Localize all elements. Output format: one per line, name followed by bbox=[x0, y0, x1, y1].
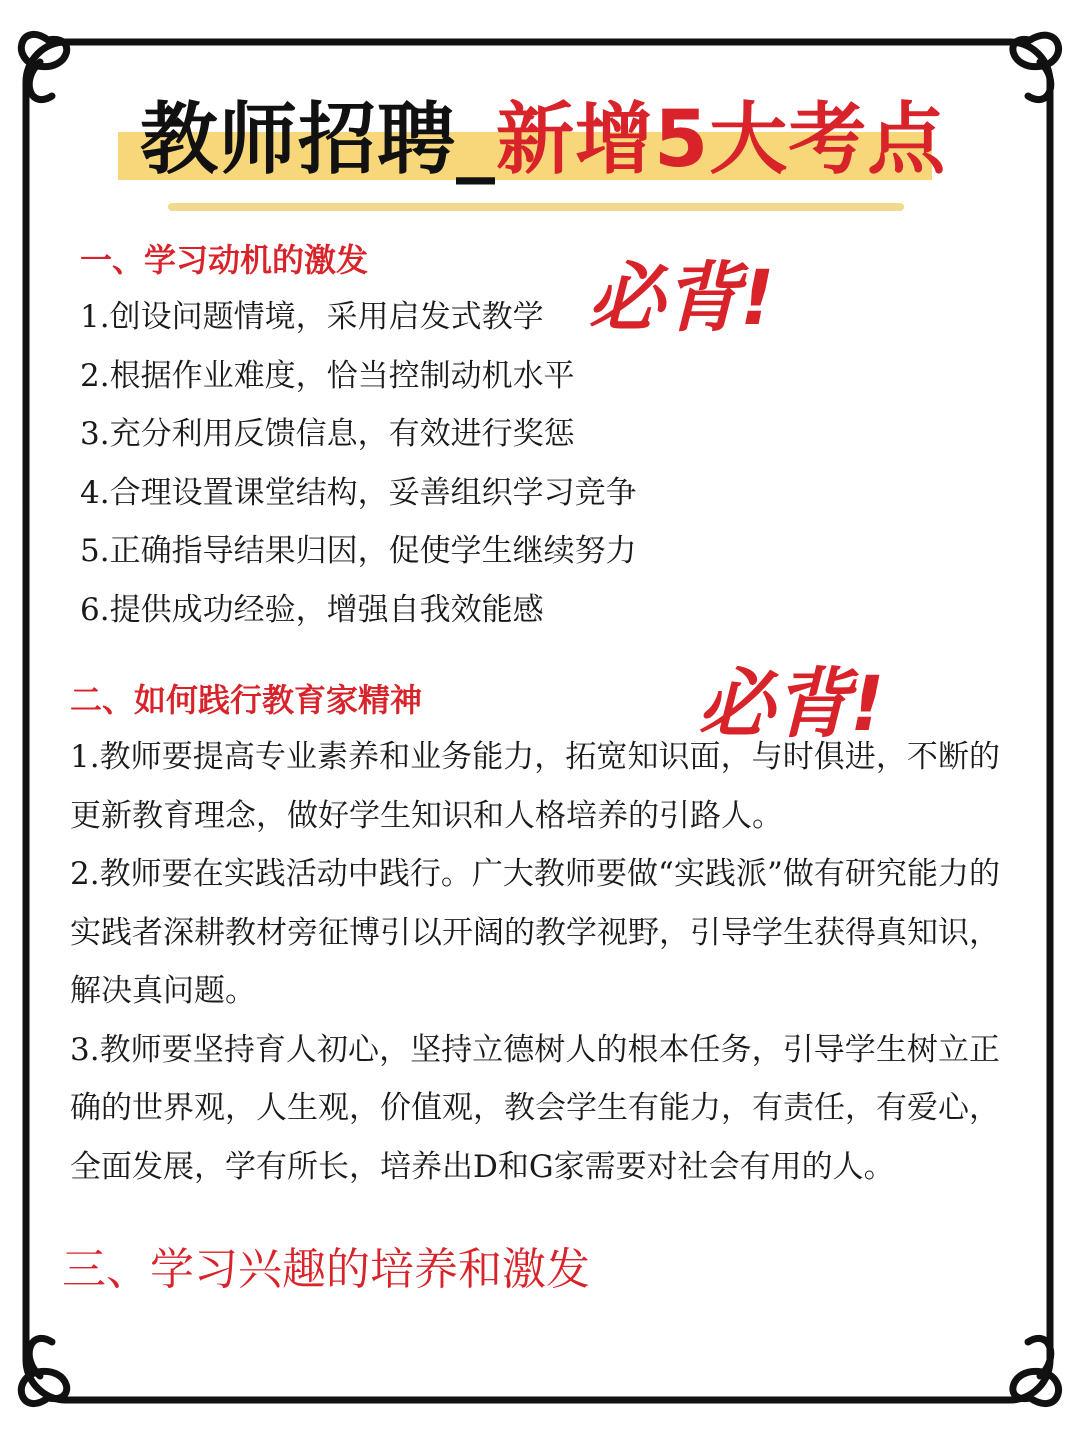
title-block bbox=[0, 88, 1080, 198]
section3-heading: 三、学习兴趣的培养和激发 bbox=[62, 1244, 590, 1295]
list-item: 2.教师要在实践活动中践行。广大教师要做“实践派”做有研究能力的实践者深耕教材旁征博引以开阔的教学视野，引导学生获得真知识，解决真问题。 bbox=[70, 856, 1000, 1009]
section1-heading: 一、学习动机的激发 bbox=[80, 241, 369, 279]
list-item: 3.教师要坚持育人初心，坚持立德树人的根本任务，引导学生树立正确的世界观，人生观，价值观，教会学生有能力，有责任，有爱心，全面发展，学有所长，培养出D和G家需要对社会有用的人。 bbox=[70, 1031, 1000, 1185]
page-title bbox=[140, 92, 1040, 188]
title-accent: 新增5大考点 bbox=[496, 95, 947, 185]
title-underline bbox=[168, 203, 904, 211]
list-item: 5.正确指导结果归因，促使学生继续努力 bbox=[80, 533, 637, 569]
title-main: 教师招聘_ bbox=[140, 95, 497, 185]
stamp-text: 必背! bbox=[698, 659, 885, 748]
list-item: 2.根据作业难度，恰当控制动机水平 bbox=[80, 357, 575, 394]
section2-list bbox=[70, 728, 1000, 1196]
list-item: 6.提供成功经验，增强自我效能感 bbox=[80, 591, 544, 628]
stamp-text: 必背! bbox=[588, 253, 775, 342]
list-item: 3.充分利用反馈信息，有效进行奖惩 bbox=[80, 416, 575, 452]
list-item: 1.教师要提高专业素养和业务能力，拓宽知识面，与时俱进，不断的更新教育理念，做好学生知识和人格培养的引路人。 bbox=[70, 739, 1000, 834]
list-item: 4.合理设置课堂结构，妥善组织学习竞争 bbox=[80, 474, 637, 511]
must-memorize-stamp bbox=[588, 246, 808, 346]
list-item: 1.创设问题情境，采用启发式教学 bbox=[80, 299, 544, 335]
section2-heading: 二、如何践行教育家精神 bbox=[70, 681, 423, 719]
